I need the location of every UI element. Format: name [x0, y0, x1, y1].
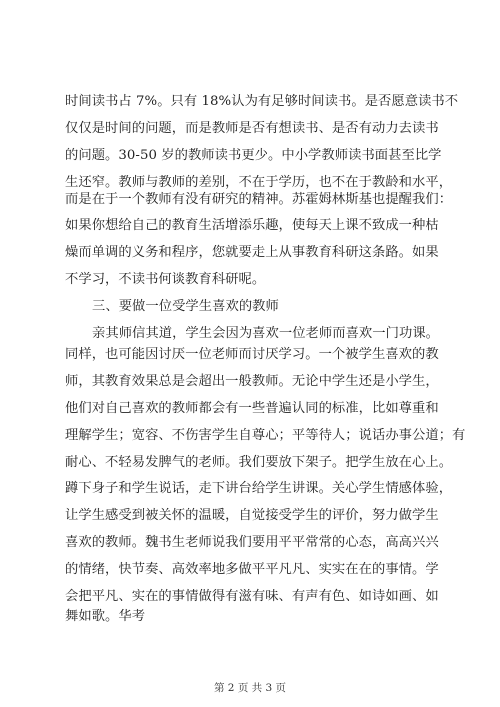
- body-text-line: 同样，也可能因讨厌一位老师而讨厌学习。一个被学生喜欢的教: [65, 347, 439, 362]
- page-number-footer: 第 2 页 共 3 页: [213, 682, 287, 694]
- body-text-line: 他们对自己喜欢的教师都会有一些普遍认同的标准，比如尊重和: [65, 401, 439, 416]
- body-text-line: 而是在于一个教师有没有研究的精神。苏霍姆林斯基也提醒我们：: [65, 192, 453, 207]
- body-text-line: 的问题。30-50 岁的教师读书更少。中小学教师读书面甚至比学: [65, 148, 442, 163]
- body-text-line: 不学习，不读书何谈教育科研呢。: [65, 272, 266, 287]
- body-text-line: 理解学生；宽容、不伤害学生自尊心；平等待人；说话办事公道；有: [65, 428, 466, 443]
- body-text-line: 师，其教育效果总是会超出一般教师。无论中学生还是小学生，: [65, 374, 439, 389]
- body-text-line: 仅仅是时间的问题，而是教师是否有想读书、是否有动力去读书: [65, 121, 439, 136]
- body-text-line: 的情绪，快节奏、高效率地多做平平凡凡、实实在在的事情。学: [65, 562, 439, 577]
- body-text-line: 舞如歌。华考: [65, 609, 146, 624]
- body-text-line: 如果你想给自己的教育生活增添乐趣，使每天上课不致成一种枯: [65, 218, 439, 233]
- body-text-line: 亲其师信其道，学生会因为喜欢一位老师而喜欢一门功课。: [92, 326, 440, 341]
- body-text-line: 喜欢的教师。魏书生老师说我们要用平平常常的心态，高高兴兴: [65, 535, 439, 550]
- section-heading: 三、要做一位受学生喜欢的教师: [92, 299, 279, 314]
- body-text-line: 让学生感受到被关怀的温暖，自觉接受学生的评价，努力做学生: [65, 508, 439, 523]
- body-text-line: 会把平凡、实在的事情做得有滋有味、有声有色、如诗如画、如: [65, 589, 439, 604]
- body-text-line: 时间读书占 7%。只有 18%认为有足够时间读书。是否愿意读书不: [65, 94, 459, 109]
- body-text-line: 生还窄。教师与教师的差别，不在于学历，也不在于教龄和水平，: [65, 175, 453, 190]
- body-text-line: 耐心、不轻易发脾气的老师。我们要放下架子。把学生放在心上。: [65, 455, 453, 470]
- body-text-line: 燥而单调的义务和程序，您就要走上从事教育科研这条路。如果: [65, 245, 439, 260]
- body-text-line: 蹲下身子和学生说话，走下讲台给学生讲课。关心学生情感体验，: [65, 481, 453, 496]
